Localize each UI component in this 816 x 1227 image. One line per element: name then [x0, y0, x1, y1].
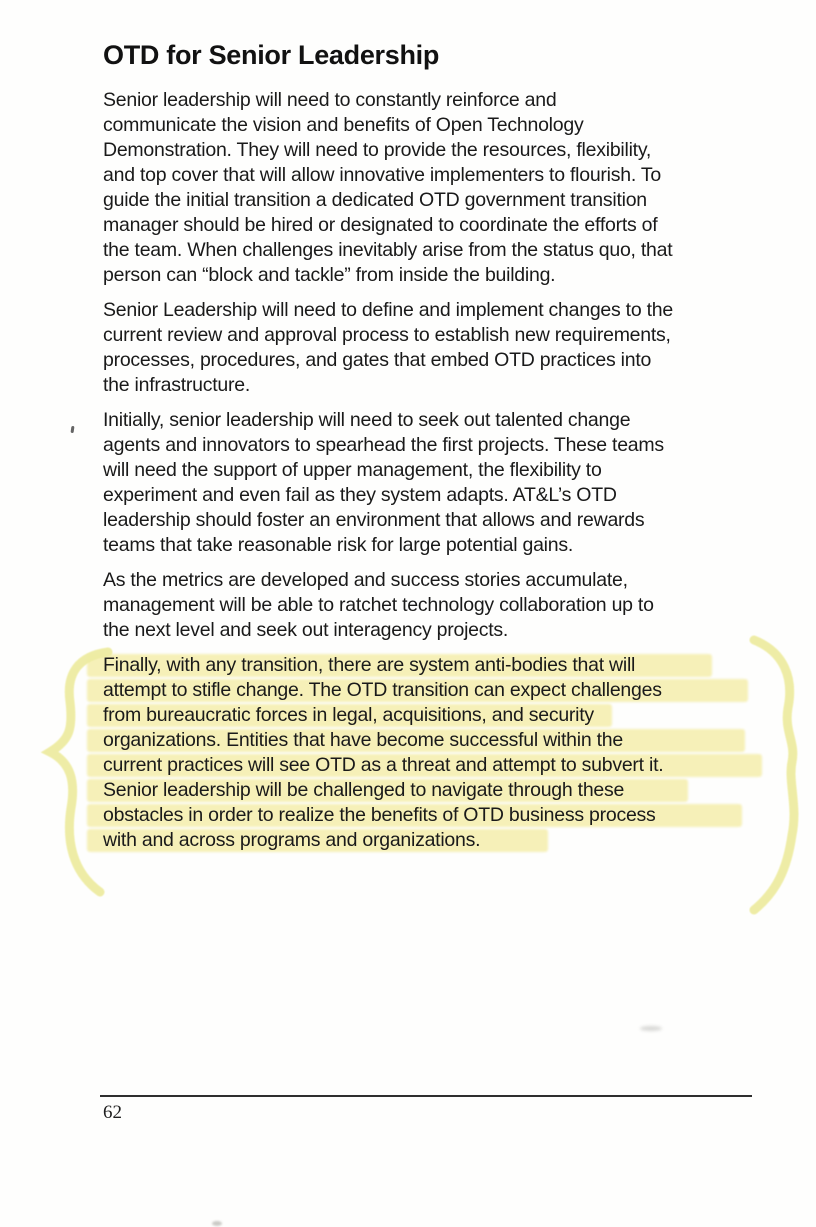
paragraph-3 [103, 408, 763, 558]
text-line: the next level and seek out interagency projects. [103, 619, 509, 641]
highlighted-text-line: Finally, with any transition, there are system anti-bodies that will [103, 653, 763, 678]
text-line: will need the support of upper management, the flexibility to [103, 459, 602, 481]
highlighted-text-line: with and across programs and organizations. [103, 828, 763, 853]
text-line: management will be able to ratchet technology collaboration up to [103, 594, 654, 616]
text-line: the infrastructure. [103, 374, 250, 396]
text-line: Initially, senior leadership will need to seek out talented change [103, 409, 631, 431]
text-line: experiment and even fail as they system adapts. AT&L’s OTD [103, 484, 617, 506]
text-line: current review and approval process to establish new requirements, [103, 324, 671, 346]
paragraph-5-highlighted [103, 653, 763, 853]
text-line: agents and innovators to spearhead the first projects. These teams [103, 434, 664, 456]
scan-artifact-speck [212, 1221, 222, 1226]
highlighted-text-line: from bureaucratic forces in legal, acquisitions, and security [103, 703, 763, 728]
text-line: processes, procedures, and gates that embed OTD practices into [103, 349, 652, 371]
text-line: leadership should foster an environment that allows and rewards [103, 509, 645, 531]
highlighted-text-line: organizations. Entities that have become successful within the [103, 728, 763, 753]
text-line: and top cover that will allow innovative implementers to flourish. To [103, 164, 661, 186]
page-title: OTD for Senior Leadership [103, 40, 440, 70]
text-line: person can “block and tackle” from inside the building. [103, 264, 556, 286]
page-number: 62 [103, 1102, 122, 1123]
text-line: communicate the vision and benefits of Open Technology [103, 114, 584, 136]
scan-artifact-mark [71, 426, 75, 433]
footer-divider [100, 1095, 752, 1097]
text-line: manager should be hired or designated to coordinate the efforts of [103, 214, 658, 236]
paragraph-1 [103, 88, 763, 288]
text-line: guide the initial transition a dedicated OTD government transition [103, 189, 647, 211]
highlighted-text-line: obstacles in order to realize the benefits of OTD business process [103, 803, 763, 828]
page-body [103, 88, 763, 863]
highlighted-text-line: current practices will see OTD as a threat and attempt to subvert it. [103, 753, 763, 778]
paragraph-2 [103, 298, 763, 398]
text-line: the team. When challenges inevitably arise from the status quo, that [103, 239, 673, 261]
text-line: As the metrics are developed and success stories accumulate, [103, 569, 628, 591]
highlighted-text-line: Senior leadership will be challenged to navigate through these [103, 778, 763, 803]
text-line: Demonstration. They will need to provide the resources, flexibility, [103, 139, 652, 161]
highlighted-text-line: attempt to stifle change. The OTD transition can expect challenges [103, 678, 763, 703]
text-line: Senior leadership will need to constantly reinforce and [103, 89, 557, 111]
scan-artifact-smudge [640, 1026, 662, 1031]
text-line: teams that take reasonable risk for large potential gains. [103, 534, 574, 556]
paragraph-4 [103, 568, 763, 643]
text-line: Senior Leadership will need to define and implement changes to the [103, 299, 673, 321]
